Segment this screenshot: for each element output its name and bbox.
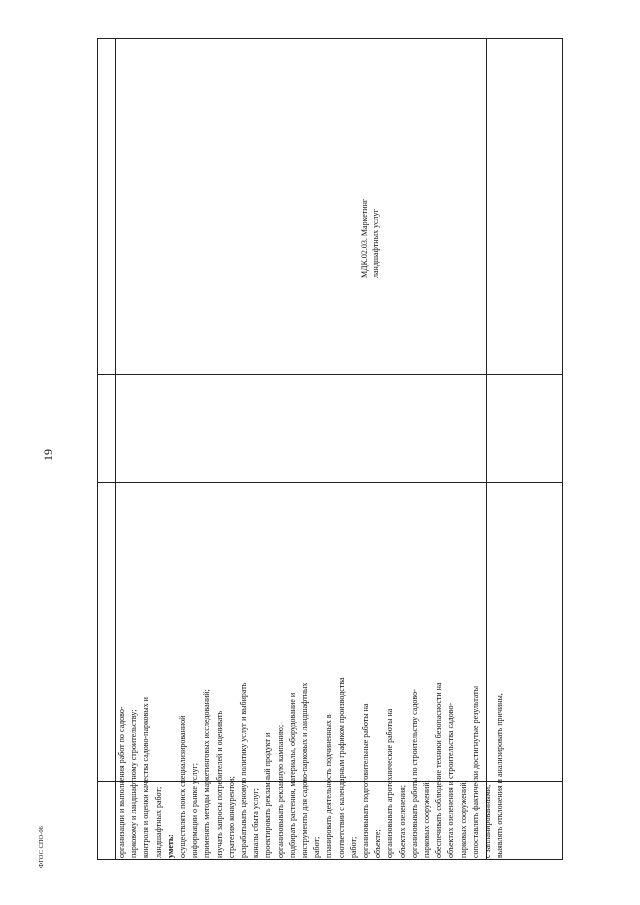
skills-line: сопоставлять фактически достигнутые результаты xyxy=(470,685,480,858)
skills-line: с запланированными; xyxy=(483,784,493,858)
skills-line: соответствии с календарным графиком производства xyxy=(336,677,346,858)
skills-line: планировать деятельность подчиненных в xyxy=(324,714,334,858)
skills-line: применять методы маркетинговых исследований; xyxy=(202,689,212,858)
skills-line: осуществлять поиск специализированной xyxy=(178,715,188,858)
skills-line: организовывать работы по строительству садово- xyxy=(409,689,419,858)
skills-line: выявлять отклонения и анализировать причины, xyxy=(495,693,505,858)
skills-line: работ; xyxy=(312,836,322,858)
skills-line: контроля и оценки качества садово-парковых и xyxy=(141,697,151,858)
skills-line: инструменты для садово-парковых и ландшафтных xyxy=(300,682,310,858)
course-cell xyxy=(360,153,400,278)
skills-line: организовывать агротехнические работы на xyxy=(385,708,395,858)
row-divider-1 xyxy=(98,374,562,375)
skills-cell xyxy=(116,498,566,858)
skills-line: организации и выполнения работ по садово- xyxy=(117,706,126,858)
page-number: 19 xyxy=(41,449,55,461)
row-divider-2 xyxy=(98,482,562,483)
skills-line: стратегию конкурентов; xyxy=(226,776,236,858)
skills-line: работ; xyxy=(348,836,358,858)
skills-line: подбирать растения, материалы, оборудование и xyxy=(287,692,297,858)
skills-line: проектировать рекламный продукт и xyxy=(263,732,273,858)
skills-line: разрабатывать ценовую политику услуг и выбирать xyxy=(239,682,249,858)
skills-line: каналы сбыта услуг; xyxy=(251,788,261,858)
skills-line: обеспечивать соблюдение техники безопасности на xyxy=(434,682,444,858)
skills-line: ландшафтных работ; xyxy=(153,786,163,858)
skills-line: изучать запросы потребителей и оценивать xyxy=(214,710,224,858)
footer-standard: ФГОС СПО-06 xyxy=(38,826,45,868)
skills-heading: уметь: xyxy=(165,834,175,858)
skills-line: объектах озеленения; xyxy=(397,784,407,858)
skills-line: организовывать рекламную кампанию; xyxy=(275,724,285,858)
skills-line: организовывать подготовительные работы на xyxy=(361,703,371,858)
skills-line: парковых сооружений; xyxy=(458,780,468,858)
skills-line: парковому и ландшафтному строительству; xyxy=(129,709,139,858)
course-title: ландшафтных услуг xyxy=(370,209,380,278)
skills-line: информации о рынке услуг; xyxy=(190,763,200,858)
skills-line: парковых сооружений; xyxy=(422,780,432,858)
course-title: МДК.02.03. Маркетинг xyxy=(360,198,369,278)
skills-line: объектах озеленения и строительства садово- xyxy=(446,702,456,858)
skills-line: объекте; xyxy=(373,829,383,858)
